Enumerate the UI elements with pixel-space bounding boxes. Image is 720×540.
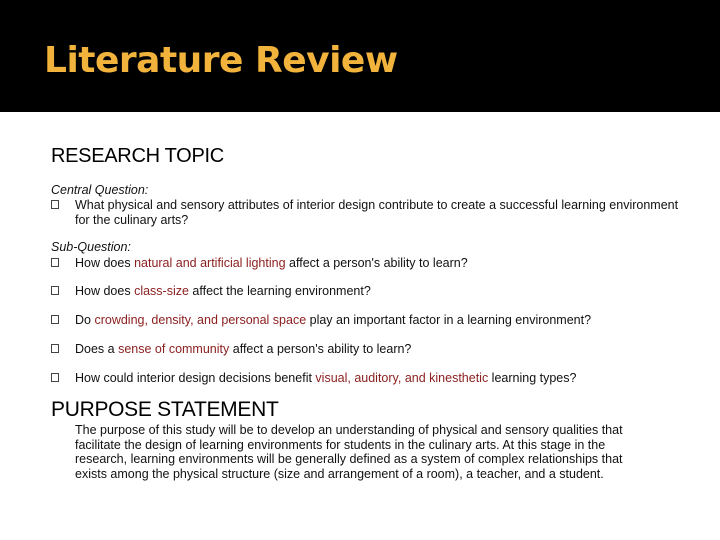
sub-question-item [51,284,691,299]
central-question-item [51,198,691,228]
bullet-box-icon [51,315,59,324]
sub-question-text: affect the learning environment? [188,284,371,298]
bullet-box-icon [51,344,59,353]
sub-question-text: How could interior design decisions benefit [75,371,316,385]
purpose-heading: PURPOSE STATEMENT [51,398,279,421]
central-question-label: Central Question: [51,183,149,197]
sub-question-text: How does [75,256,135,270]
sub-question-highlight: class-size [134,284,189,298]
sub-question-item [51,313,691,328]
bullet-box-icon [51,258,59,267]
sub-question-text: Do [75,313,95,327]
bullet-box-icon [51,373,59,382]
sub-question-highlight: natural and artificial lighting [134,256,286,270]
sub-question-highlight: visual, auditory, and kinesthetic [315,371,489,385]
sub-question-text: affect a person's ability to learn? [229,342,412,356]
sub-question-highlight: sense of community [118,342,230,356]
bullet-box-icon [51,286,59,295]
sub-question-item [51,371,691,386]
sub-question-item [51,256,691,271]
sub-question-text: play an important factor in a learning environment? [306,313,592,327]
purpose-text: The purpose of this study will be to develop an understanding of physical and sensory qualities that facilitate the design of learning environments for students in the culinary arts. At this stage in the research, learning environments will be generally defined as a system of complex relationships that exists among the physical structure (size and arrangement of a room), a teacher, and a student. [75,423,623,481]
sub-question-text: learning types? [488,371,577,385]
sub-question-label: Sub-Question: [51,240,131,254]
research-topic-heading: RESEARCH TOPIC [51,145,224,167]
title-bar [0,0,720,112]
central-question-text: What physical and sensory attributes of interior design contribute to create a successful learning environment for the culinary arts? [75,198,679,227]
sub-question-highlight: crowding, density, and personal space [94,313,307,327]
sub-question-text: affect a person's ability to learn? [285,256,468,270]
sub-question-text: Does a [75,342,119,356]
sub-question-text: How does [75,284,135,298]
bullet-box-icon [51,200,59,209]
slide-title: Literature Review [44,40,398,81]
sub-question-item [51,342,691,357]
